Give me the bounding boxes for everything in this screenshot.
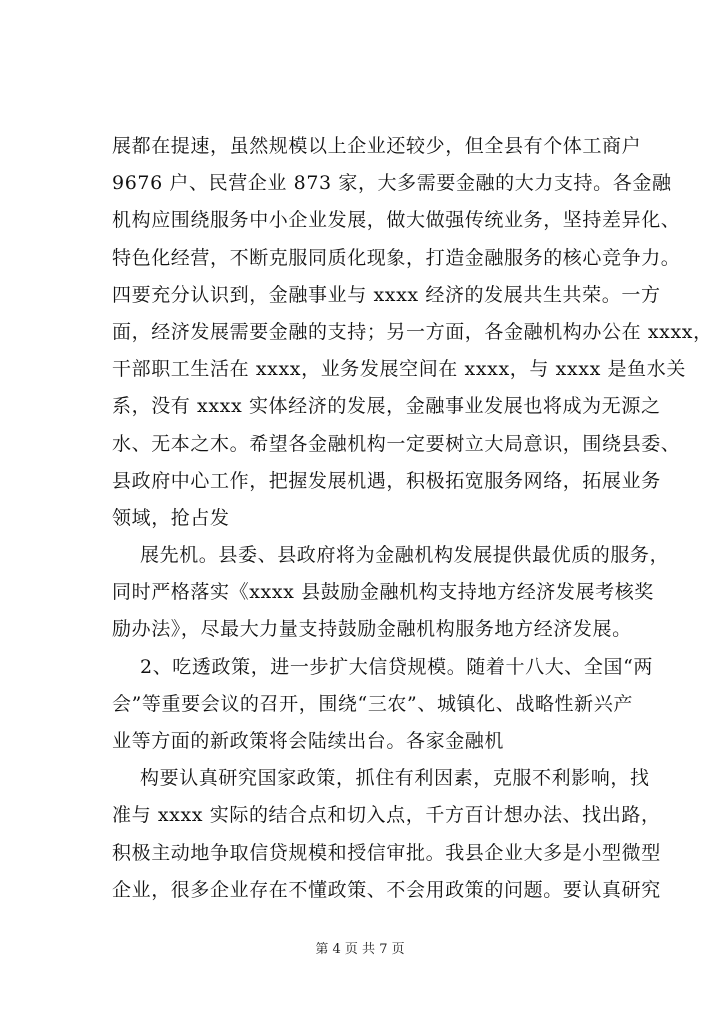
- text-line: 展都在提速，虽然规模以上企业还较少，但全县有个体工商户: [112, 135, 642, 157]
- text-line: 励办法》，尽最大力量支持鼓励金融机构服务地方经济发展。: [112, 618, 632, 641]
- text-line: 水、无本之木。希望各金融机构一定要树立大局意识，围绕县委、: [112, 432, 681, 455]
- text-line: 面，经济发展需要金融的支持；另一方面，各金融机构办公在 xxxx，: [112, 320, 713, 343]
- text-line: 四要充分认识到，金融事业与 xxxx 经济的发展共生共荣。一方: [112, 283, 661, 306]
- text-line: 9676 户、民营企业 873 家，大多需要金融的大力支持。各金融: [112, 172, 672, 195]
- text-line: 2、吃透政策，进一步扩大信贷规模。随着十八大、全国“两: [140, 655, 654, 678]
- text-line: 准与 xxxx 实际的结合点和切入点，千方百计想办法、找出路，: [112, 804, 661, 827]
- text-line: 领域，抢占发: [112, 506, 230, 529]
- text-line: 系，没有 xxxx 实体经济的发展，金融事业发展也将成为无源之: [112, 395, 661, 418]
- page-number-footer: 第 4 页 共 7 页: [315, 942, 405, 957]
- text-line: 县政府中心工作，把握发展机遇，积极拓宽服务网络，拓展业务: [112, 469, 661, 492]
- text-line: 会”等重要会议的召开，围绕“三农”、城镇化、战略性新兴产: [112, 692, 633, 715]
- body-text: [112, 128, 713, 909]
- text-line: 构要认真研究国家政策，抓住有利因素，克服不利影响，找: [140, 767, 650, 790]
- text-line: 业等方面的新政策将会陆续出台。各家金融机: [112, 730, 505, 752]
- text-line: 积极主动地争取信贷规模和授信审批。我县企业大多是小型微型: [112, 841, 661, 864]
- text-line: 企业，很多企业存在不懂政策、不会用政策的问题。要认真研究: [112, 878, 661, 901]
- text-line: 干部职工生活在 xxxx，业务发展空间在 xxxx，与 xxxx 是鱼水关: [112, 358, 686, 381]
- text-line: 同时严格落实《xxxx 县鼓励金融机构支持地方经济发展考核奖: [112, 581, 654, 604]
- text-line: 展先机。县委、县政府将为金融机构发展提供最优质的服务，: [140, 544, 670, 567]
- text-line: 机构应围绕服务中小企业发展，做大做强传统业务，坚持差异化、: [112, 209, 681, 232]
- text-line: 特色化经营，不断克服同质化现象，打造金融服务的核心竞争力。: [112, 246, 681, 269]
